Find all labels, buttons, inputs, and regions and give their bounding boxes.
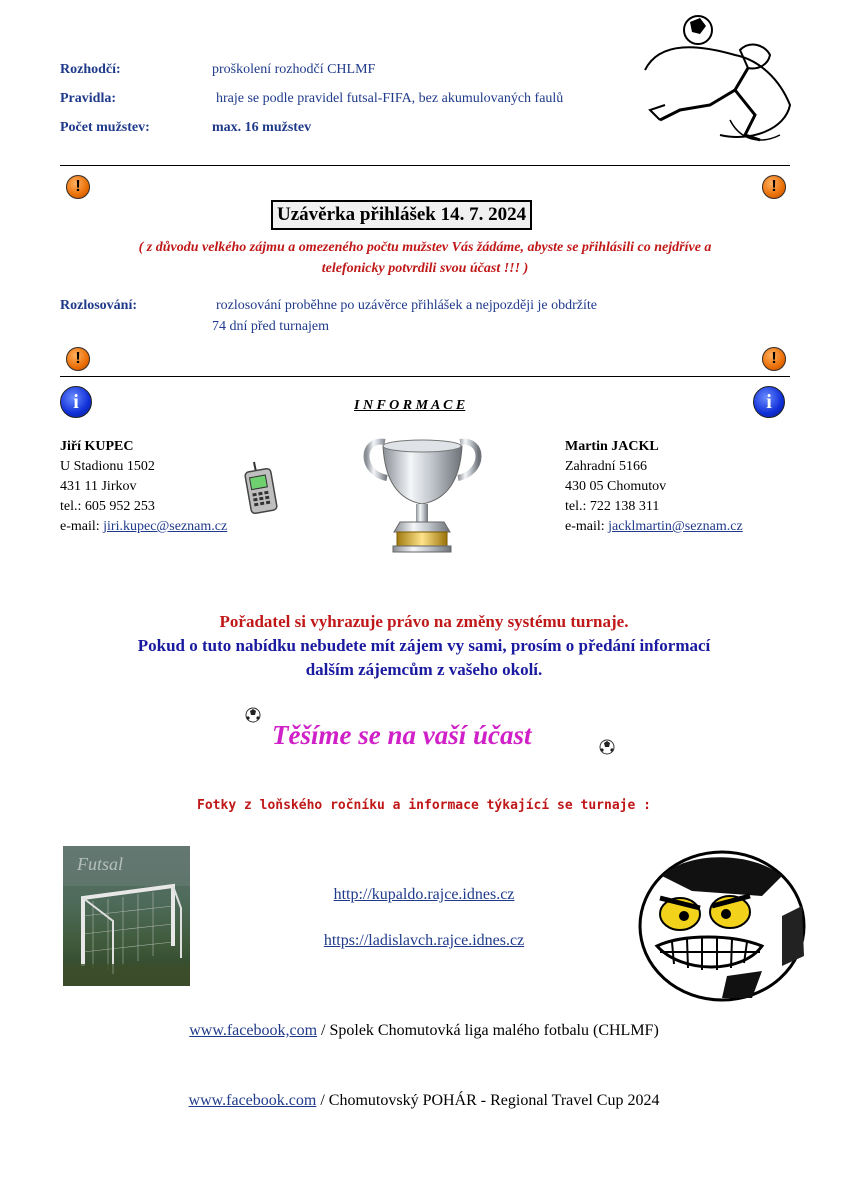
draw-line1: rozlosování proběhne po uzávěrce přihlášek a nejpozději je obdržíte: [216, 298, 597, 313]
notice-blue-line2: dalším zájemcům z vašeho okolí.: [305, 660, 543, 679]
warning-icon: !: [762, 347, 786, 371]
gallery-link-2[interactable]: https://ladislavch.rajce.idnes.cz: [323, 932, 525, 949]
facebook-text-1: / Spolek Chomutovká liga malého fotbalu (CHLMF): [317, 1022, 659, 1039]
rules-value: hraje se podle pravidel futsal-FIFA, bez akumulovaných faulů: [216, 91, 564, 106]
small-ball-icon: [244, 706, 262, 724]
facebook-link-2[interactable]: www.facebook.com: [188, 1092, 317, 1109]
mobile-phone-icon: [240, 460, 288, 516]
draw-label: Rozlosování:: [60, 298, 137, 313]
contact-street: Zahradní 5166: [565, 459, 648, 474]
gallery-link-1[interactable]: http://kupaldo.rajce.idnes.cz: [333, 886, 515, 903]
deadline-note-line1: ( z důvodu velkého zájmu a omezeného počtu mužstev Vás žádáme, abyste se přihlásili co nejdříve a: [138, 240, 712, 255]
futsal-photo: [63, 846, 190, 986]
contact-left: [60, 437, 227, 537]
contact-phone: tel.: 722 138 311: [565, 499, 660, 514]
gallery-link-1-wrap: [224, 886, 624, 904]
teams-label: Počet mužstev:: [60, 120, 150, 135]
angry-ball-image: [632, 846, 810, 1004]
divider-1: [60, 165, 790, 166]
divider-2: [60, 376, 790, 377]
draw-line2: 74 dní před turnajem: [212, 319, 330, 334]
contact-name: Jiří KUPEC: [60, 439, 134, 454]
info-heading: I N F O R M A C E: [354, 398, 466, 413]
deadline-note-line2: telefonicky potvrdili svou účast !!! ): [321, 261, 529, 276]
facebook-link-1[interactable]: www.facebook,com: [189, 1022, 318, 1039]
facebook-line-1: [0, 1022, 848, 1040]
deadline-box: Uzávěrka přihlášek 14. 7. 2024: [271, 200, 532, 230]
contact-street: U Stadionu 1502: [60, 459, 155, 474]
warning-icon: !: [66, 347, 90, 371]
contact-right: [565, 437, 743, 537]
notice-blue-line1: Pokud o tuto nabídku nebudete mít zájem vy sami, prosím o předání informací: [137, 636, 711, 655]
facebook-text-2: / Chomutovský POHÁR - Regional Travel Cup 2024: [316, 1092, 660, 1109]
contact-city: 430 05 Chomutov: [565, 479, 667, 494]
contact-phone: tel.: 605 952 253: [60, 499, 155, 514]
warning-icon: !: [762, 175, 786, 199]
trophy-image: [355, 428, 490, 558]
email-link[interactable]: jacklmartin@seznam.cz: [608, 519, 743, 534]
info-icon: i: [60, 386, 92, 418]
gallery-link-2-wrap: [224, 932, 624, 950]
greeting: Těšíme se na vaší účast: [272, 720, 532, 750]
referee-label: Rozhodčí:: [60, 62, 121, 77]
facebook-line-2: [0, 1092, 848, 1110]
info-icon: i: [753, 386, 785, 418]
teams-value: max. 16 mužstev: [212, 120, 312, 135]
email-label: e-mail:: [60, 519, 104, 534]
email-link[interactable]: jiri.kupec@seznam.cz: [103, 519, 228, 534]
email-label: e-mail:: [565, 519, 609, 534]
notice-red: Pořadatel si vyhrazuje právo na změny systému turnaje.: [219, 612, 629, 631]
small-ball-icon: [598, 738, 616, 756]
referee-value: proškolení rozhodčí CHLMF: [212, 62, 376, 77]
contact-city: 431 11 Jirkov: [60, 479, 137, 494]
contact-name: Martin JACKL: [565, 439, 659, 454]
rules-label: Pravidla:: [60, 91, 116, 106]
warning-icon: !: [66, 175, 90, 199]
footballer-illustration: [640, 10, 800, 150]
photos-heading: Fotky z loňského ročníku a informace týkající se turnaje :: [197, 798, 651, 813]
